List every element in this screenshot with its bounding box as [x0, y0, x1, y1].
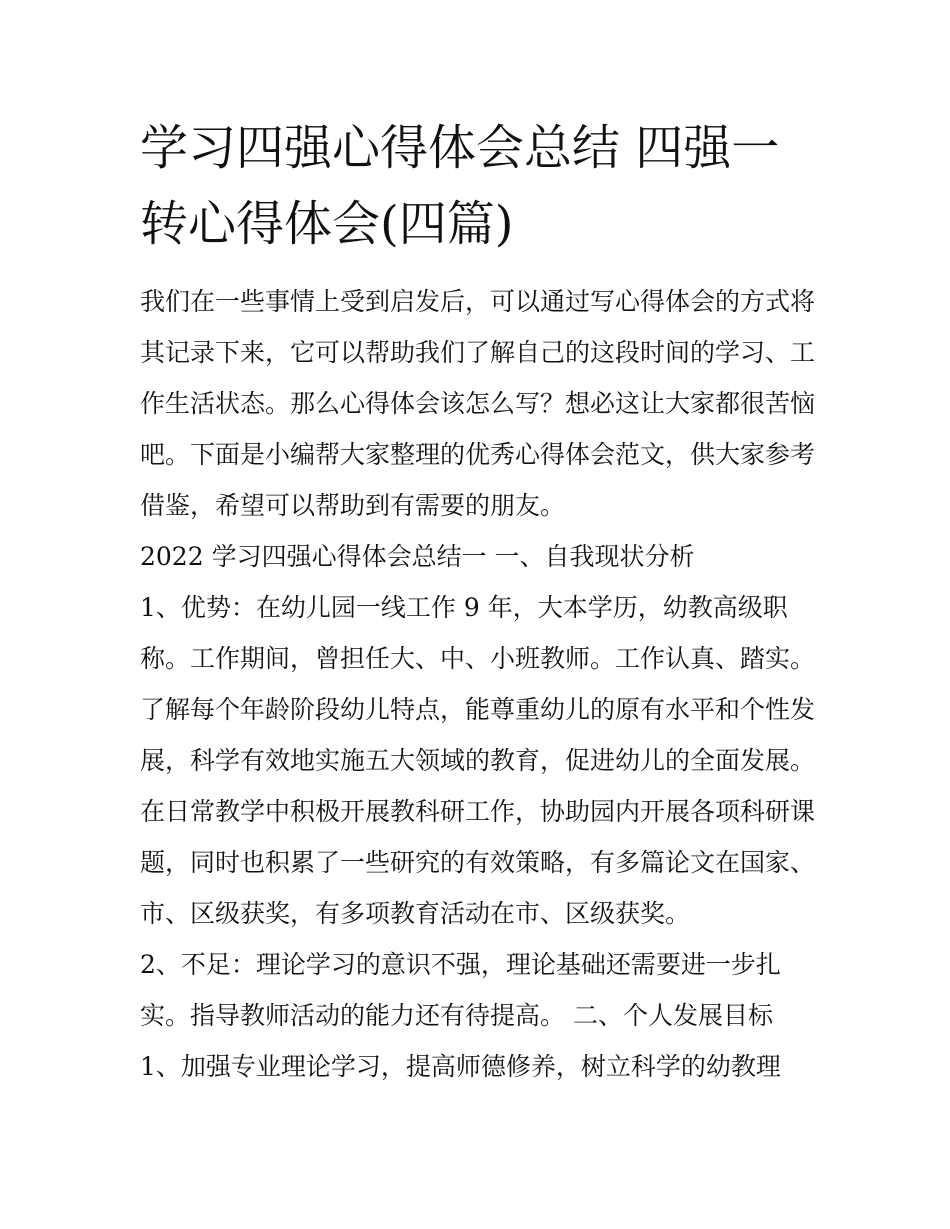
title-line: 学习四强心得体会总结 四强一: [140, 120, 780, 176]
body-line: 在日常教学中积极开展教科研工作，协助园内开展各项科研课: [140, 797, 816, 826]
body-line: 借鉴，希望可以帮助到有需要的朋友。: [140, 491, 566, 520]
body-line: 实。指导教师活动的能力还有待提高。 二、个人发展目标: [140, 1001, 773, 1030]
document-content: [140, 110, 820, 1092]
body-line: 我们在一些事情上受到启发后，可以通过写心得体会的方式将: [140, 287, 816, 316]
body-line: 2022 学习四强心得体会总结一 一、自我现状分析: [140, 542, 695, 571]
body-line: 展，科学有效地实施五大领域的教育，促进幼儿的全面发展。: [140, 746, 816, 775]
body-line: 其记录下来，它可以帮助我们了解自己的这段时间的学习、工: [140, 338, 816, 367]
title-line: 转心得体会(四篇): [140, 196, 514, 252]
document-title: [140, 110, 820, 262]
body-line: 2、不足：理论学习的意识不强，理论基础还需要进一步扎: [140, 950, 781, 979]
body-line: 1、优势：在幼儿园一线工作 9 年，大本学历，幼教高级职: [140, 593, 788, 622]
body-line: 称。工作期间，曾担任大、中、小班教师。工作认真、踏实。: [140, 644, 816, 673]
document-body: [140, 276, 820, 1092]
body-line: 市、区级获奖，有多项教育活动在市、区级获奖。: [140, 899, 691, 928]
body-line: 1、加强专业理论学习，提高师德修养，树立科学的幼教理: [140, 1052, 781, 1081]
body-line: 了解每个年龄阶段幼儿特点，能尊重幼儿的原有水平和个性发: [140, 695, 816, 724]
body-line: 作生活状态。那么心得体会该怎么写？想必这让大家都很苦恼: [140, 389, 816, 418]
body-line: 吧。下面是小编帮大家整理的优秀心得体会范文，供大家参考: [140, 440, 816, 469]
body-line: 题，同时也积累了一些研究的有效策略，有多篇论文在国家、: [140, 848, 816, 877]
